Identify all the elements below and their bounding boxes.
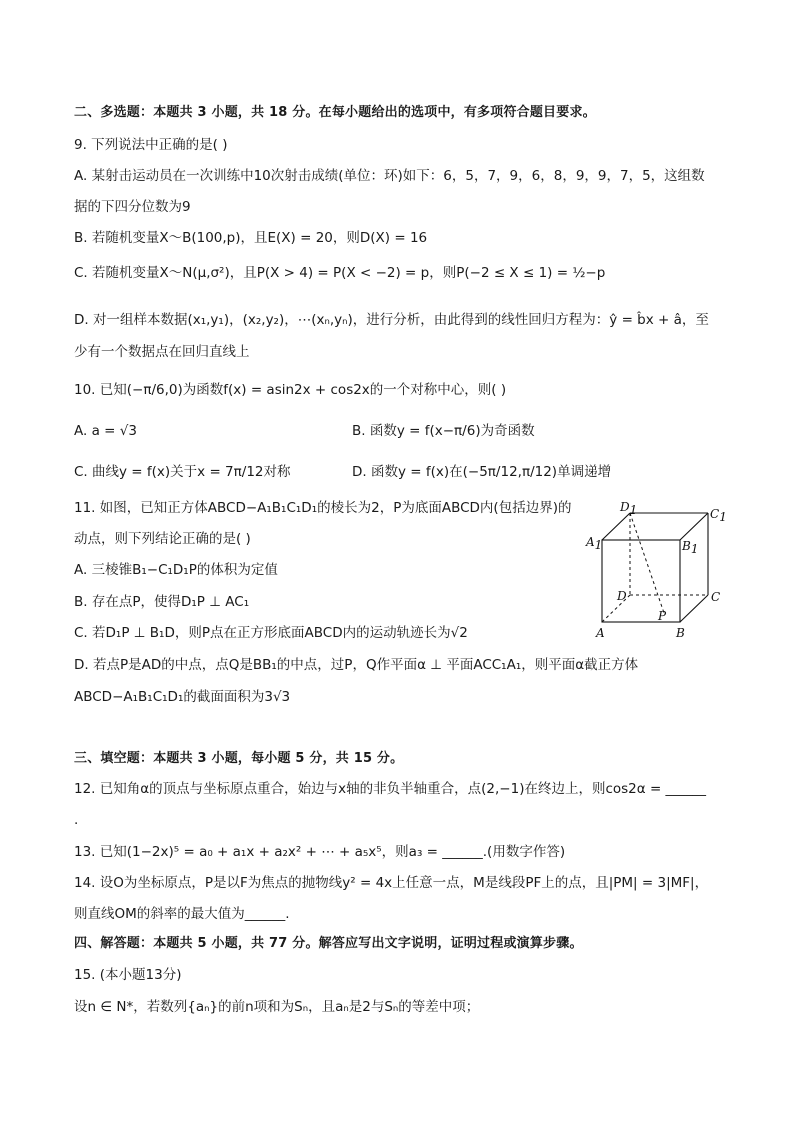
- section2-header: 二、多选题：本题共 3 小题，共 18 分。在每小题给出的选项中，有多项符合题目要求。: [74, 105, 596, 120]
- cube-figure: [582, 500, 730, 646]
- q12-line1: 12. 已知角α的顶点与坐标原点重合，始边与x轴的非负半轴重合，点(2,−1)在终边上，则cos2α = ______: [74, 781, 707, 797]
- q15-title: 15. (本小题13分): [74, 967, 182, 983]
- q9-option-a-line1: A. 某射击运动员在一次训练中10次射击成绩(单位：环)如下：6，5，7，9，6，8，9，9，7，5，这组数: [74, 168, 705, 184]
- q15-text: 设n ∈ N*，若数列{aₙ}的前n项和为Sₙ，且aₙ是2与Sₙ的等差中项；: [74, 999, 480, 1015]
- label-c: C: [711, 590, 721, 604]
- section3-header: 三、填空题：本题共 3 小题，每小题 5 分，共 15 分。: [74, 751, 404, 766]
- label-d: D: [617, 589, 627, 603]
- label-b1: B1: [682, 539, 699, 556]
- q14-line2: 则直线OM的斜率的最大值为______.: [74, 906, 290, 922]
- q12-line2: .: [74, 812, 79, 828]
- q9-option-d-line2: 少有一个数据点在回归直线上: [74, 344, 250, 360]
- q11-option-d-line2: ABCD−A₁B₁C₁D₁的截面面积为3√3: [74, 689, 291, 705]
- edge-a1-d1: [602, 513, 630, 540]
- label-a1: A1: [586, 535, 603, 552]
- q10-option-b: B. 函数y = f(x−π/6)为奇函数: [352, 423, 535, 439]
- q10-option-d: D. 函数y = f(x)在(−5π/12,π/12)单调递增: [352, 464, 612, 480]
- q11-option-d-line1: D. 若点P是AD的中点，点Q是BB₁的中点，过P，Q作平面α ⊥ 平面ACC₁A₁，则平面α截正方体: [74, 657, 639, 673]
- front-face: [602, 540, 680, 622]
- label-d1: D1: [620, 500, 638, 517]
- edge-b1-c1: [680, 513, 708, 540]
- q9-stem: 9. 下列说法中正确的是( ): [74, 137, 228, 153]
- q11-stem-line2: 动点，则下列结论正确的是( ): [74, 531, 251, 547]
- edge-b-c: [680, 595, 708, 622]
- q9-option-d-line1: D. 对一组样本数据(x₁,y₁)，(x₂,y₂)，⋯(xₙ,yₙ)，进行分析，由此得到的线性回归方程为：ŷ = b̂x + â，至: [74, 312, 709, 328]
- section4-header: 四、解答题：本题共 5 小题，共 77 分。解答应写出文字说明，证明过程或演算步骤。: [74, 936, 583, 951]
- q11-stem-line1: 11. 如图，已知正方体ABCD−A₁B₁C₁D₁的棱长为2，P为底面ABCD内(包括边界)的: [74, 500, 572, 516]
- q11-option-c: C. 若D₁P ⊥ B₁D，则P点在正方形底面ABCD内的运动轨迹长为√2: [74, 625, 468, 641]
- q9-option-a-line2: 据的下四分位数为9: [74, 199, 191, 215]
- label-c1: C1: [710, 507, 727, 524]
- q9-option-b: B. 若随机变量X～B(100,p)，且E(X) = 20，则D(X) = 16: [74, 230, 428, 246]
- label-a: A: [596, 626, 605, 640]
- q14-line1: 14. 设O为坐标原点，P是以F为焦点的抛物线y² = 4x上任意一点，M是线段PF上的点，且|PM| = 3|MF|，: [74, 875, 709, 891]
- q10-option-a: A. a = √3: [74, 423, 137, 439]
- segment-d1-p: [630, 513, 664, 613]
- q10-stem: 10. 已知(−π/6,0)为函数f(x) = asin2x + cos2x的一个对称中心，则( ): [74, 382, 507, 398]
- q9-option-c: C. 若随机变量X～N(μ,σ²)，且P(X > 4) = P(X < −2) = p，则P(−2 ≤ X ≤ 1) = ½−p: [74, 265, 606, 281]
- q11-option-b: B. 存在点P，使得D₁P ⊥ AC₁: [74, 594, 250, 610]
- label-p: P: [658, 609, 667, 623]
- q13-text: 13. 已知(1−2x)⁵ = a₀ + a₁x + a₂x² + ⋯ + a₅x⁵，则a₃ = ______.(用数字作答): [74, 844, 566, 860]
- q10-option-c: C. 曲线y = f(x)关于x = 7π/12对称: [74, 464, 291, 480]
- label-b: B: [676, 626, 685, 640]
- q11-option-a: A. 三棱锥B₁−C₁D₁P的体积为定值: [74, 562, 278, 578]
